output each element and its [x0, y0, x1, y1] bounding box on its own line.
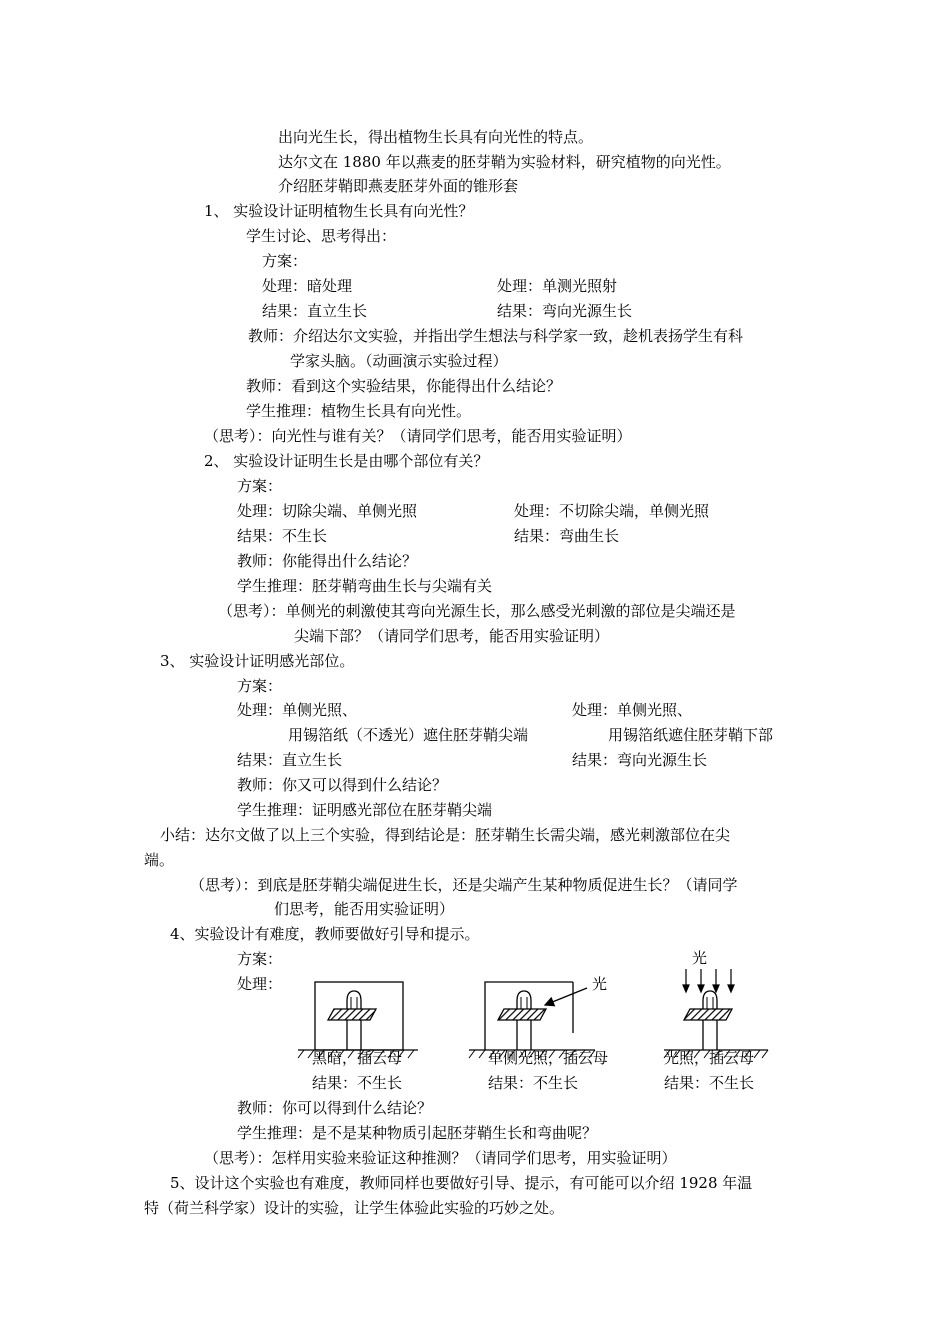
exp1-teacher-question: 教师：看到这个实验结果，你能得出什么结论？ — [246, 377, 562, 395]
exp2-heading: 2、 实验设计证明生长是由哪个部位有关？ — [204, 452, 489, 470]
exp1-teacher-line-2: 学家头脑。（动画演示实验过程） — [290, 352, 508, 370]
figure-overhead-light-mica — [660, 965, 775, 1060]
figure-light-label-side: 光 — [592, 975, 608, 993]
exp1-res-b: 结果：弯向光源生长 — [497, 302, 633, 320]
intro-line-2: 达尔文在 1880 年以燕麦的胚芽鞘为实验材料，研究植物的向光性。 — [278, 153, 731, 171]
exp2-think-line-1: （思考）：单侧光的刺激使其弯向光源生长，那么感受光刺激的部位是尖端还是 — [218, 602, 736, 620]
exp3-student: 学生推理：证明感光部位在胚芽鞘尖端 — [237, 801, 493, 819]
exp3-proc-a-line-1: 处理：单侧光照、 — [237, 701, 358, 719]
figure-2-caption: 单侧光照，插云母 — [488, 1049, 609, 1067]
exp4-proc: 处理： — [237, 975, 283, 993]
exp1-proc-a: 处理：暗处理 — [262, 277, 353, 295]
exp2-think-line-2: 尖端下部？（请同学们思考，能否用实验证明） — [294, 627, 610, 645]
exp3-res-a: 结果：直立生长 — [237, 751, 343, 769]
exp2-plan: 方案： — [237, 477, 283, 495]
exp1-student: 学生推理：植物生长具有向光性。 — [246, 402, 472, 420]
summary-think-line-1: （思考）：到底是胚芽鞘尖端促进生长，还是尖端产生某种物质促进生长？（请同学 — [190, 876, 738, 894]
exp3-proc-b-line-1: 处理：单侧光照、 — [572, 701, 693, 719]
exp5-line-1: 5、设计这个实验也有难度，教师同样也要做好引导、提示，有可能可以介绍 1928 年温 — [170, 1174, 753, 1192]
exp4-teacher: 教师：你可以得到什么结论？ — [237, 1099, 433, 1117]
exp1-plan: 方案： — [262, 252, 308, 270]
exp3-plan: 方案： — [237, 677, 283, 695]
exp1-heading: 1、 实验设计证明植物生长具有向光性？ — [204, 202, 474, 220]
exp3-proc-b-line-2: 用锡箔纸遮住胚芽鞘下部 — [608, 726, 774, 744]
summary-line-2: 端。 — [144, 851, 175, 869]
exp2-student: 学生推理：胚芽鞘弯曲生长与尖端有关 — [237, 577, 493, 595]
exp1-teacher-line-1: 教师：介绍达尔文实验，并指出学生想法与科学家一致，趁机表扬学生有科 — [248, 327, 744, 345]
intro-line-3: 介绍胚芽鞘即燕麦胚芽外面的锥形套 — [278, 177, 519, 195]
exp1-think: （思考）：向光性与谁有关？（请同学们思考，能否用实验证明） — [204, 427, 632, 445]
exp4-think: （思考）：怎样用实验来验证这种推测？（请同学们思考，用实验证明） — [204, 1149, 677, 1167]
exp4-plan: 方案： — [237, 950, 283, 968]
exp2-res-b: 结果：弯曲生长 — [514, 527, 620, 545]
summary-line-1: 小结：达尔文做了以上三个实验，得到结论是：胚芽鞘生长需尖端，感光刺激部位在尖 — [160, 826, 731, 844]
exp3-heading: 3、 实验设计证明感光部位。 — [160, 652, 355, 670]
exp1-discuss: 学生讨论、思考得出： — [246, 227, 397, 245]
exp5-line-2: 特（荷兰科学家）设计的实验，让学生体验此实验的巧妙之处。 — [144, 1199, 565, 1217]
exp2-teacher: 教师：你能得出什么结论？ — [237, 552, 418, 570]
exp4-heading: 4、实验设计有难度，教师要做好引导和提示。 — [170, 925, 480, 943]
exp2-res-a: 结果：不生长 — [237, 527, 328, 545]
figure-light-label-top: 光 — [692, 949, 708, 967]
exp2-proc-b: 处理：不切除尖端，单侧光照 — [514, 502, 710, 520]
exp3-teacher: 教师：你又可以得到什么结论？ — [237, 776, 448, 794]
figure-2-result: 结果：不生长 — [488, 1074, 579, 1092]
exp3-res-b: 结果：弯向光源生长 — [572, 751, 708, 769]
figure-3-result: 结果：不生长 — [664, 1074, 755, 1092]
intro-line-1: 出向光生长，得出植物生长具有向光性的特点。 — [278, 128, 594, 146]
exp1-res-a: 结果：直立生长 — [262, 302, 368, 320]
exp2-proc-a: 处理：切除尖端、单侧光照 — [237, 502, 418, 520]
summary-think-line-2: 们思考，能否用实验证明） — [274, 900, 455, 918]
exp3-proc-a-line-2: 用锡箔纸（不透光）遮住胚芽鞘尖端 — [288, 726, 529, 744]
exp4-student: 学生推理：是不是某种物质引起胚芽鞘生长和弯曲呢？ — [237, 1124, 598, 1142]
figure-1-result: 结果：不生长 — [312, 1074, 403, 1092]
exp1-proc-b: 处理：单测光照射 — [497, 277, 618, 295]
figure-3-caption: 光照，插云母 — [664, 1049, 755, 1067]
figure-1-caption: 黑暗，插云母 — [312, 1049, 403, 1067]
